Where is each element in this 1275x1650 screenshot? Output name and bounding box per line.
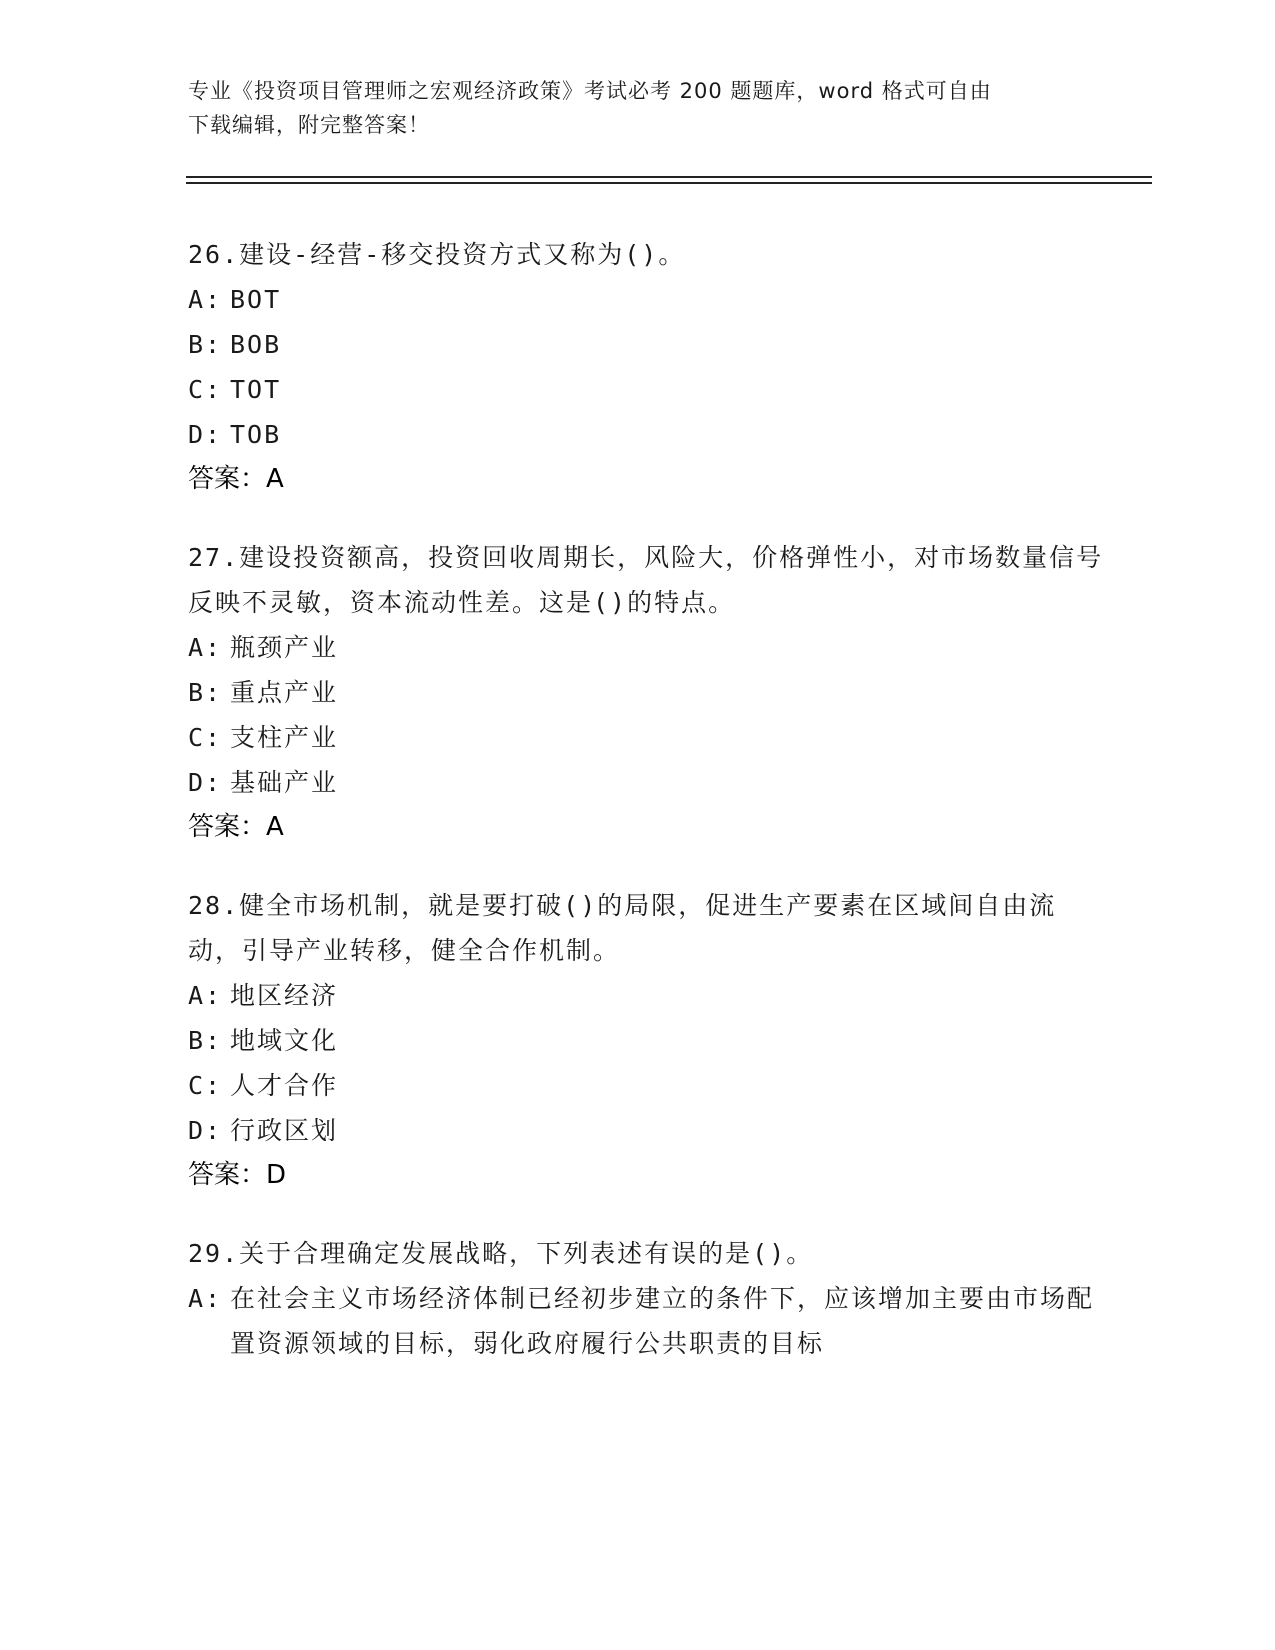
question-29 <box>188 1231 1108 1366</box>
option-text: 地域文化 <box>230 1026 339 1055</box>
option-b <box>188 322 1108 367</box>
option-d <box>188 760 1108 805</box>
header-divider-top <box>186 176 1152 178</box>
question-text: 28.健全市场机制，就是要打破()的局限，促进生产要素在区域间自由流动，引导产业转移，健全合作机制。 <box>188 891 1057 965</box>
answer-line: 答案：D <box>188 1160 287 1190</box>
option-a <box>188 973 1108 1018</box>
option-text: TOT <box>230 375 282 404</box>
option-letter: D: <box>188 1116 223 1145</box>
option-a <box>188 1276 1108 1366</box>
question-list <box>188 232 1108 1400</box>
option-text: 重点产业 <box>230 678 339 707</box>
question-text: 29.关于合理确定发展战略，下列表述有误的是()。 <box>188 1239 814 1268</box>
option-b <box>188 670 1108 715</box>
option-c <box>188 367 1108 412</box>
option-text: 基础产业 <box>230 768 339 797</box>
question-text: 26.建设-经营-移交投资方式又称为()。 <box>188 240 686 269</box>
option-text: 支柱产业 <box>230 723 339 752</box>
option-letter: A: <box>188 981 223 1010</box>
option-a <box>188 277 1108 322</box>
option-text: 人才合作 <box>230 1071 339 1100</box>
option-text: 瓶颈产业 <box>230 633 339 662</box>
header-divider-bottom <box>186 182 1152 184</box>
document-header <box>188 74 1088 142</box>
option-text: BOB <box>230 330 282 359</box>
option-letter: A: <box>188 633 223 662</box>
question-26 <box>188 232 1108 501</box>
option-letter: B: <box>188 678 223 707</box>
answer-line: 答案：A <box>188 812 284 842</box>
question-text: 27.建设投资额高，投资回收周期长，风险大，价格弹性小，对市场数量信号反映不灵敏，资本流动性差。这是()的特点。 <box>188 543 1104 617</box>
option-text: 行政区划 <box>230 1116 339 1145</box>
option-c <box>188 1063 1108 1108</box>
question-27 <box>188 535 1108 849</box>
option-letter: D: <box>188 420 223 449</box>
option-text: TOB <box>230 420 282 449</box>
option-letter: C: <box>188 375 223 404</box>
option-letter: A: <box>188 1284 223 1313</box>
option-a <box>188 625 1108 670</box>
option-text: 地区经济 <box>230 981 339 1010</box>
option-letter: C: <box>188 723 223 752</box>
option-text: 在社会主义市场经济体制已经初步建立的条件下，应该增加主要由市场配置资源领域的目标，弱化政府履行公共职责的目标 <box>230 1284 1095 1358</box>
answer-line: 答案：A <box>188 464 284 494</box>
option-d <box>188 412 1108 457</box>
option-c <box>188 715 1108 760</box>
option-d <box>188 1108 1108 1153</box>
option-text: BOT <box>230 285 282 314</box>
option-letter: D: <box>188 768 223 797</box>
option-b <box>188 1018 1108 1063</box>
question-28 <box>188 883 1108 1197</box>
option-letter: B: <box>188 1026 223 1055</box>
option-letter: C: <box>188 1071 223 1100</box>
header-line-2: 下载编辑，附完整答案！ <box>188 113 430 137</box>
option-letter: A: <box>188 285 223 314</box>
header-line-1: 专业《投资项目管理师之宏观经济政策》考试必考 200 题题库，word 格式可自由 <box>188 79 992 103</box>
option-letter: B: <box>188 330 223 359</box>
